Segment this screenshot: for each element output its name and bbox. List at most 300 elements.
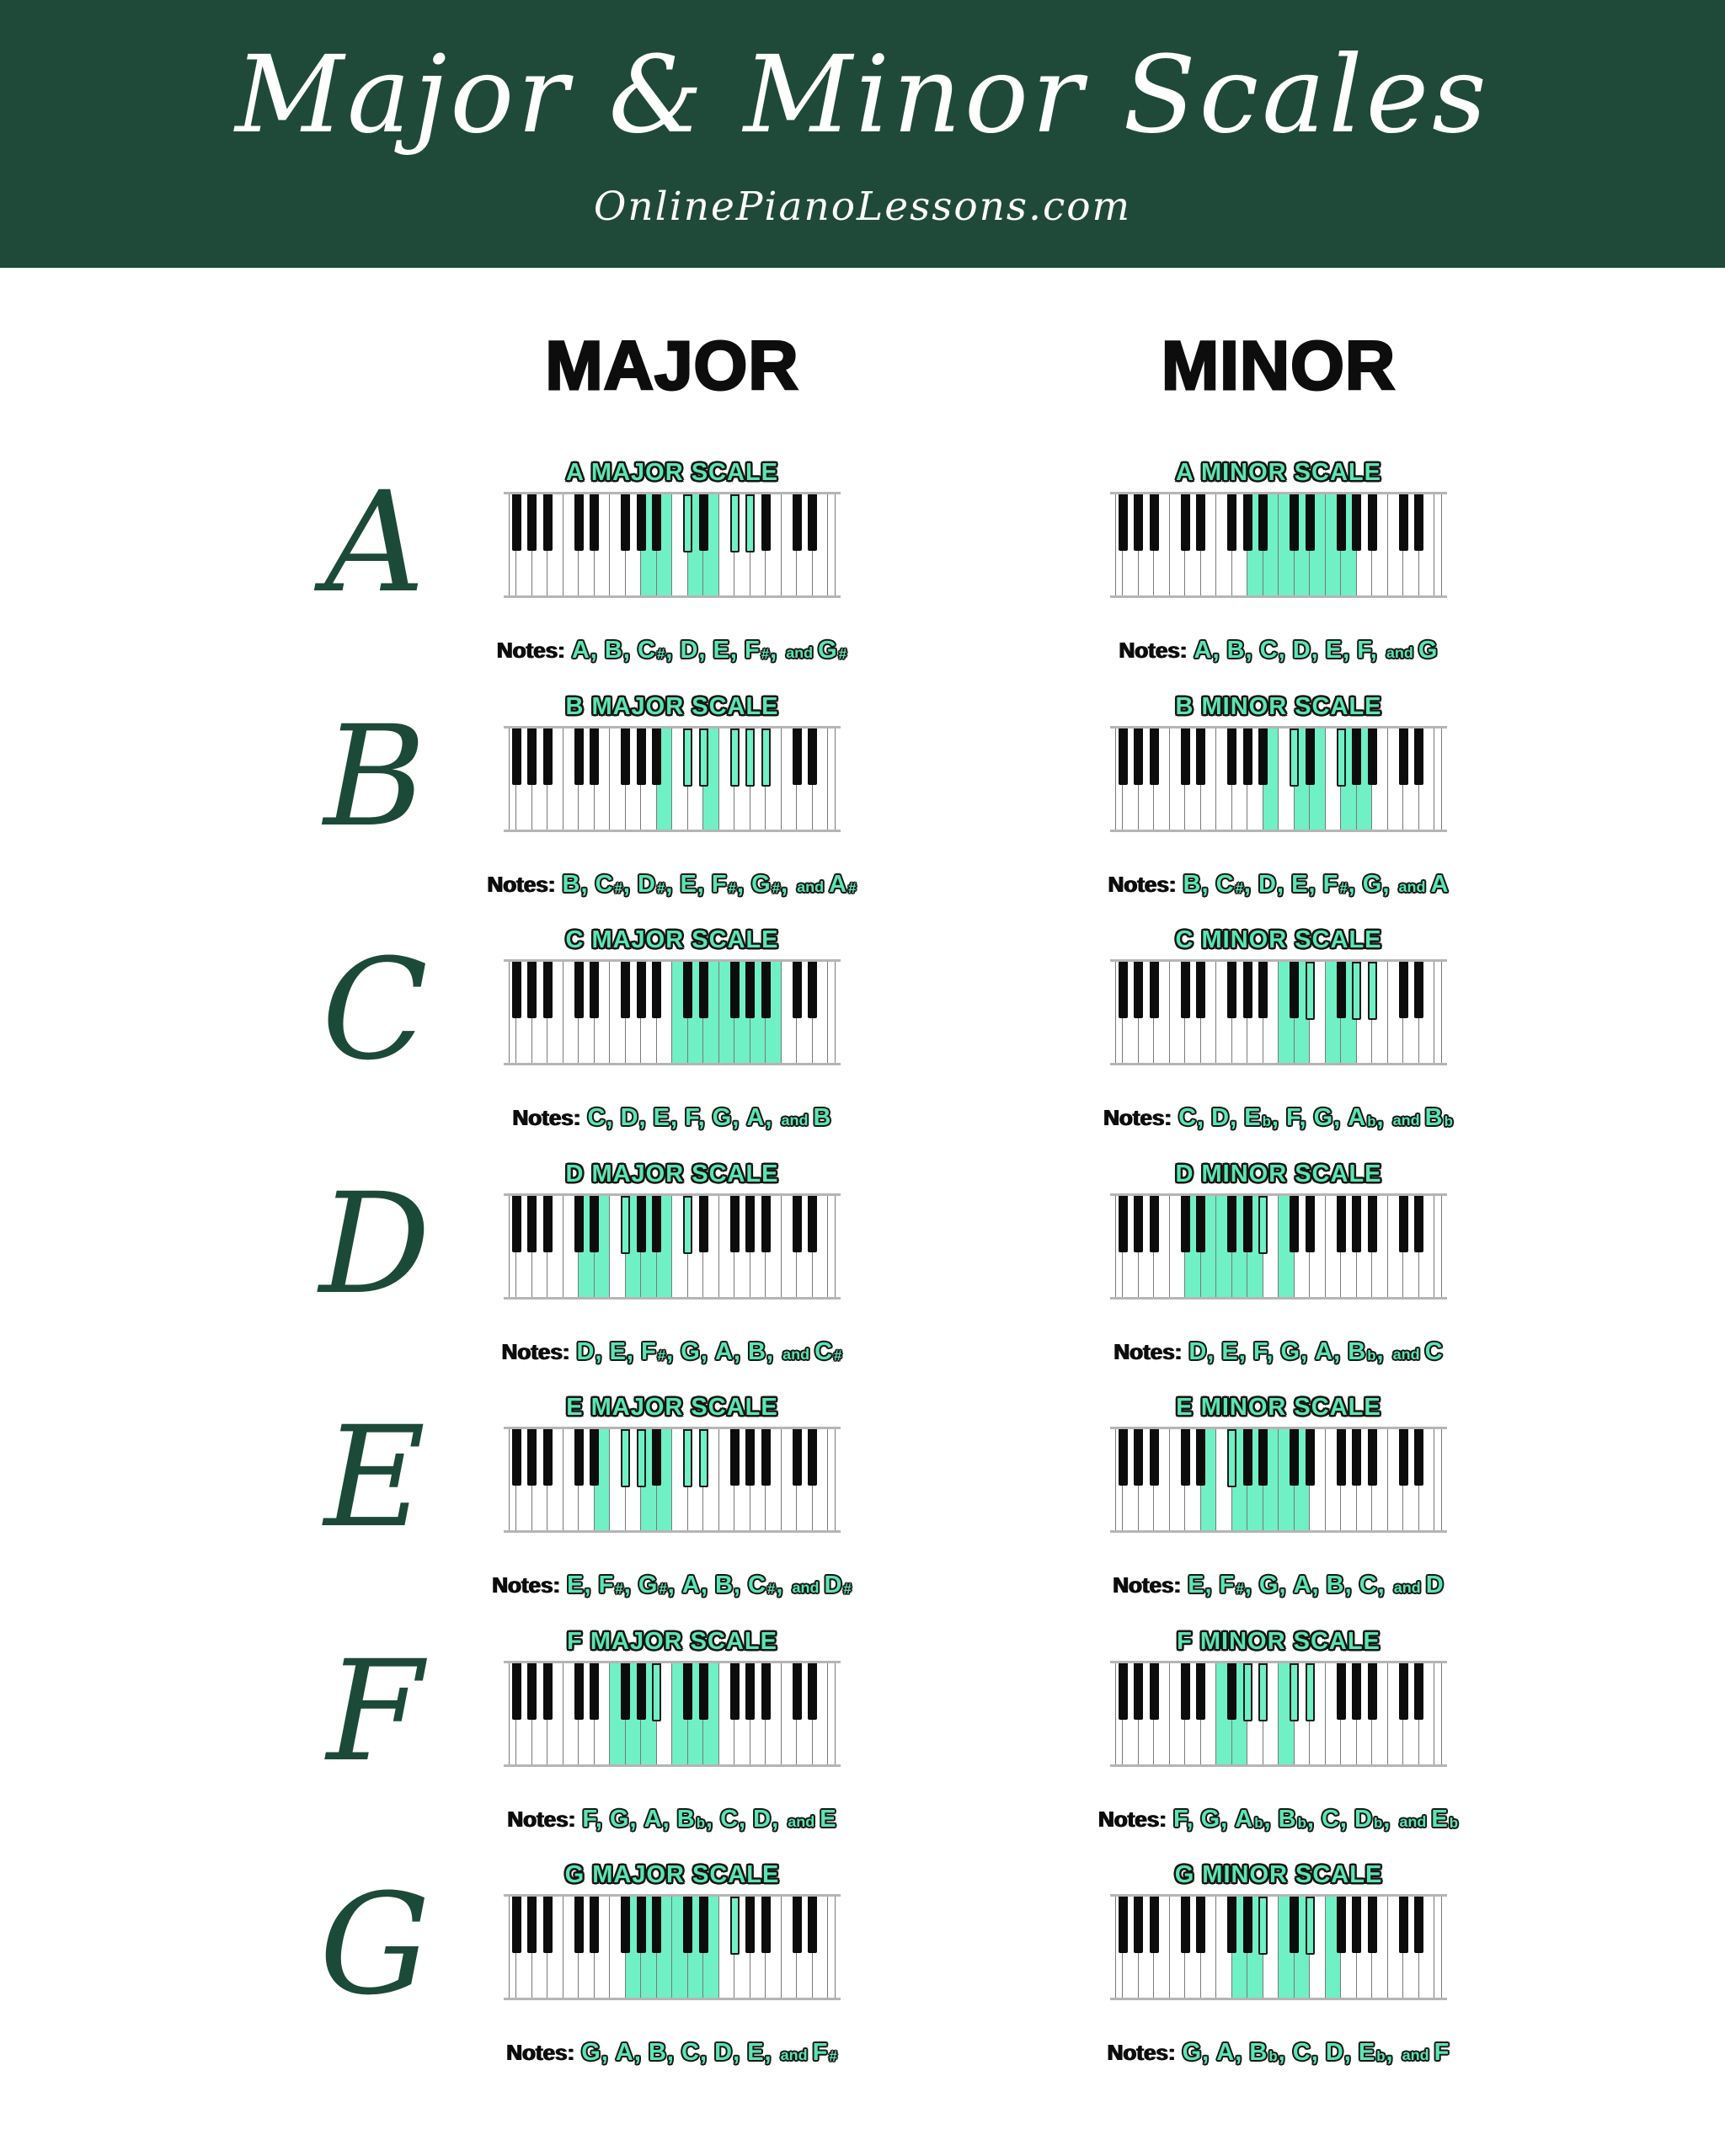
white-key xyxy=(1434,1196,1442,1297)
black-key xyxy=(1290,962,1299,1018)
notes-label: Notes: xyxy=(1107,2040,1176,2065)
black-key xyxy=(574,728,584,785)
black-key xyxy=(761,1897,771,1953)
black-key xyxy=(1368,1429,1377,1486)
black-key xyxy=(527,494,537,551)
black-key xyxy=(699,1663,708,1720)
black-key-highlighted xyxy=(1258,1663,1268,1721)
and-word: and xyxy=(786,644,814,661)
note-token: C, xyxy=(1178,1104,1205,1131)
black-key xyxy=(621,494,630,551)
black-key xyxy=(637,1897,646,1953)
sharp-symbol: # xyxy=(659,1581,668,1598)
major-scale-cell xyxy=(492,1393,852,1599)
black-key xyxy=(761,1196,771,1252)
black-key xyxy=(590,1196,599,1252)
black-key xyxy=(1258,728,1268,785)
note-token: G, xyxy=(1182,2039,1210,2066)
flat-symbol: b xyxy=(1367,1113,1377,1130)
note-token: A, xyxy=(1293,1572,1320,1598)
sharp-symbol: # xyxy=(615,1581,624,1598)
major-scale-cell xyxy=(504,1860,841,2067)
note-token: C#, xyxy=(595,870,631,898)
white-key xyxy=(828,1429,836,1530)
minor-scale-cell xyxy=(1103,926,1454,1132)
black-key xyxy=(1243,962,1252,1018)
black-key xyxy=(808,1663,817,1720)
black-key-highlighted xyxy=(683,728,692,787)
sharp-symbol: # xyxy=(656,646,666,663)
row-letter: G xyxy=(319,1864,430,2025)
black-key xyxy=(1258,962,1268,1018)
piano-keyboard xyxy=(504,1193,841,1299)
black-key xyxy=(1368,494,1377,551)
black-key xyxy=(621,962,630,1018)
note-token: A, xyxy=(1315,1337,1342,1365)
note-token: B, xyxy=(714,1572,741,1598)
piano-keyboard xyxy=(504,959,841,1065)
black-key xyxy=(1119,962,1128,1018)
note-token: A, xyxy=(714,1337,741,1365)
minor-scale-cell xyxy=(1110,1160,1447,1366)
note-token: C, xyxy=(1259,637,1286,664)
scale-title: C MINOR SCALE xyxy=(1175,926,1382,953)
note-token: F#, xyxy=(1322,870,1356,898)
and-word: and xyxy=(1392,1112,1420,1129)
keyboard-keys xyxy=(509,1429,836,1530)
black-key xyxy=(512,728,521,785)
black-key xyxy=(1196,1897,1205,1953)
note-token: C, xyxy=(587,1104,614,1131)
scale-row-e xyxy=(0,1393,1725,1627)
black-key xyxy=(808,728,817,785)
notes-label: Notes: xyxy=(501,1338,570,1364)
black-key xyxy=(512,1897,521,1953)
black-key-highlighted xyxy=(683,1429,692,1487)
black-key xyxy=(512,1663,521,1720)
note-token: B, xyxy=(1226,637,1253,664)
note-token: A, xyxy=(681,1572,708,1598)
notes-label: Notes: xyxy=(492,1572,561,1598)
notes-label: Notes: xyxy=(1114,1338,1183,1364)
black-key xyxy=(1134,1897,1143,1953)
black-key xyxy=(1243,1429,1252,1486)
black-key xyxy=(574,1663,584,1720)
black-key xyxy=(1119,1196,1128,1252)
notes-label: Notes: xyxy=(1098,1806,1167,1832)
column-header-minor: MINOR xyxy=(1161,328,1397,404)
black-key xyxy=(637,728,646,785)
white-key xyxy=(1434,728,1442,830)
black-key xyxy=(1119,1429,1128,1486)
note-token: F#, xyxy=(711,870,745,898)
black-key xyxy=(745,1429,755,1486)
black-key xyxy=(543,1196,553,1252)
note-token: G#, xyxy=(751,870,789,898)
major-scale-cell xyxy=(501,1160,843,1366)
piano-keyboard xyxy=(1110,1427,1447,1533)
note-token: B, xyxy=(1183,870,1210,898)
note-token: E, xyxy=(653,1104,679,1131)
page-title: Major & Minor Scales xyxy=(235,33,1490,157)
black-key-highlighted xyxy=(683,1196,692,1254)
black-key xyxy=(1258,1429,1268,1486)
black-key xyxy=(1196,1429,1205,1486)
black-key xyxy=(699,962,708,1018)
major-scale-cell xyxy=(496,458,848,664)
note-token: G, xyxy=(1280,1337,1309,1365)
note-token: G, xyxy=(1313,1104,1342,1131)
black-key xyxy=(808,1897,817,1953)
scale-row-b xyxy=(0,692,1725,926)
black-key xyxy=(683,1897,692,1953)
black-key xyxy=(761,1429,771,1486)
black-key xyxy=(1134,962,1143,1018)
flat-symbol: b xyxy=(1444,1113,1454,1130)
scale-title: A MAJOR SCALE xyxy=(566,459,778,486)
white-key xyxy=(828,962,836,1063)
piano-keyboard xyxy=(1110,726,1447,832)
note-token: C# xyxy=(814,1337,843,1365)
notes-line xyxy=(513,1104,832,1132)
keyboard-keys xyxy=(509,1663,836,1764)
note-token: D, xyxy=(1188,1337,1215,1365)
black-key xyxy=(793,1196,802,1252)
piano-keyboard xyxy=(504,492,841,598)
black-key xyxy=(512,494,521,551)
black-key xyxy=(1337,1897,1346,1953)
black-key xyxy=(1181,494,1190,551)
black-key-highlighted xyxy=(652,1663,661,1721)
note-token: F#, xyxy=(744,637,778,664)
black-key xyxy=(1243,728,1252,785)
and-word: and xyxy=(1386,644,1413,661)
keyboard-keys xyxy=(1115,494,1442,595)
black-key-highlighted xyxy=(730,1897,740,1955)
white-key xyxy=(1434,1429,1442,1530)
black-key xyxy=(1134,1196,1143,1252)
black-key xyxy=(574,962,584,1018)
black-key xyxy=(1227,962,1236,1018)
black-key-highlighted xyxy=(699,1429,708,1487)
note-token: G# xyxy=(818,637,848,664)
note-token: Eb xyxy=(1431,1805,1459,1833)
note-token: G, xyxy=(1258,1572,1287,1598)
black-key xyxy=(590,1897,599,1953)
black-key-highlighted xyxy=(761,728,771,787)
black-key xyxy=(1399,1429,1408,1486)
flat-symbol: b xyxy=(1367,1347,1377,1364)
notes-line xyxy=(502,1338,843,1366)
piano-keyboard xyxy=(1110,1894,1447,2000)
black-key xyxy=(1399,494,1408,551)
black-key-highlighted xyxy=(1306,962,1315,1020)
notes-label: Notes: xyxy=(487,871,556,897)
note-token: G, xyxy=(609,1805,638,1833)
white-key xyxy=(828,1897,836,1998)
keyboard-keys xyxy=(509,962,836,1063)
major-scale-cell xyxy=(487,692,857,899)
note-token: Eb, xyxy=(1244,1104,1279,1131)
note-token: E, xyxy=(1325,637,1351,664)
black-key xyxy=(527,962,537,1018)
black-key xyxy=(1399,962,1408,1018)
black-key-highlighted xyxy=(745,728,755,787)
sharp-symbol: # xyxy=(657,1347,667,1364)
black-key xyxy=(590,494,599,551)
black-key xyxy=(1134,1429,1143,1486)
black-key xyxy=(652,728,661,785)
note-token: G, xyxy=(1200,1805,1229,1833)
black-key xyxy=(745,1663,755,1720)
note-token: Bb, xyxy=(1278,1805,1315,1833)
notes-line xyxy=(497,637,847,664)
black-key xyxy=(637,962,646,1018)
and-word: and xyxy=(1398,878,1426,895)
black-key xyxy=(1150,1196,1159,1252)
black-key xyxy=(652,1429,661,1486)
note-token: D, xyxy=(1325,2039,1352,2066)
keyboard-keys xyxy=(509,1897,836,1998)
keyboard-keys xyxy=(1115,1429,1442,1530)
note-token: F# xyxy=(812,2039,838,2066)
black-key xyxy=(793,1663,802,1720)
scale-row-g xyxy=(0,1860,1725,2095)
scale-row-a xyxy=(0,458,1725,692)
scale-title: B MAJOR SCALE xyxy=(565,692,779,720)
black-key xyxy=(793,1429,802,1486)
black-key xyxy=(1181,1196,1190,1252)
black-key xyxy=(1181,962,1190,1018)
note-token: B xyxy=(813,1104,832,1131)
row-letter: C xyxy=(321,929,429,1091)
sharp-symbol: # xyxy=(1339,879,1348,896)
black-key xyxy=(1306,728,1315,785)
black-key xyxy=(793,728,802,785)
black-key xyxy=(543,1897,553,1953)
black-key-highlighted xyxy=(730,494,740,552)
black-key xyxy=(1227,728,1236,785)
note-token: A, xyxy=(571,637,598,664)
black-key xyxy=(730,1429,740,1486)
and-word: and xyxy=(1392,1345,1420,1363)
black-key xyxy=(637,494,646,551)
notes-label: Notes: xyxy=(507,1806,576,1832)
note-token: E xyxy=(820,1805,837,1833)
note-token: D, xyxy=(714,2039,741,2066)
black-key xyxy=(1414,1663,1423,1720)
note-token: D, xyxy=(1292,637,1319,664)
black-key xyxy=(1227,1663,1236,1720)
note-token: B, xyxy=(562,870,589,898)
black-key xyxy=(1337,1429,1346,1486)
black-key xyxy=(527,1663,537,1720)
major-scale-cell xyxy=(504,926,841,1132)
keyboard-keys xyxy=(1115,962,1442,1063)
row-letter: A xyxy=(324,462,425,623)
black-key xyxy=(1150,1429,1159,1486)
black-key-highlighted xyxy=(1258,1196,1268,1254)
note-token: D, xyxy=(576,1337,603,1365)
black-key xyxy=(1119,728,1128,785)
black-key-highlighted xyxy=(621,1429,630,1487)
black-key xyxy=(1337,1663,1346,1720)
black-key xyxy=(652,494,661,551)
note-token: A, xyxy=(644,1805,670,1833)
black-key xyxy=(1414,962,1423,1018)
note-token: Bb, xyxy=(1348,1337,1385,1365)
and-word: and xyxy=(1393,1579,1421,1596)
white-key xyxy=(1434,1897,1442,1998)
black-key xyxy=(1414,1196,1423,1252)
and-word: and xyxy=(792,1579,820,1596)
black-key xyxy=(1368,1897,1377,1953)
black-key-highlighted xyxy=(683,494,692,552)
black-key xyxy=(1414,1897,1423,1953)
note-token: C#, xyxy=(638,637,674,664)
note-token: Bb, xyxy=(1249,2039,1286,2066)
note-token: D, xyxy=(620,1104,647,1131)
major-scale-cell xyxy=(504,1627,841,1833)
black-key xyxy=(1150,962,1159,1018)
black-key xyxy=(1306,494,1315,551)
black-key xyxy=(730,1196,740,1252)
black-key xyxy=(1352,1663,1361,1720)
notes-line xyxy=(1108,871,1450,899)
note-token: F#, xyxy=(598,1572,632,1598)
white-key xyxy=(828,728,836,830)
note-token: E, xyxy=(1188,1572,1213,1598)
note-token: E, xyxy=(1291,870,1316,898)
black-key xyxy=(1399,1663,1408,1720)
black-key-highlighted xyxy=(637,1429,646,1487)
black-key-highlighted xyxy=(730,728,740,787)
note-token: A, xyxy=(746,1104,773,1131)
black-key xyxy=(1352,1196,1361,1252)
black-key xyxy=(1414,1429,1423,1486)
black-key xyxy=(590,728,599,785)
black-key xyxy=(527,1897,537,1953)
note-token: C, xyxy=(1359,1572,1386,1598)
black-key xyxy=(652,1897,661,1953)
black-key xyxy=(1227,1897,1236,1953)
black-key xyxy=(1290,1897,1299,1953)
black-key xyxy=(1399,1897,1408,1953)
black-key xyxy=(1337,494,1346,551)
note-token: Eb, xyxy=(1358,2039,1394,2066)
keyboard-keys xyxy=(1115,1196,1442,1297)
flat-symbol: b xyxy=(1374,1814,1384,1831)
note-token: D#, xyxy=(638,870,674,898)
sharp-symbol: # xyxy=(728,879,737,896)
scale-title: G MAJOR SCALE xyxy=(564,1861,780,1888)
and-word: and xyxy=(781,1112,809,1129)
black-key xyxy=(761,962,771,1018)
notes-line xyxy=(1119,637,1439,664)
black-key xyxy=(1196,1196,1205,1252)
keyboard-keys xyxy=(1115,1663,1442,1764)
black-key xyxy=(1352,494,1361,551)
black-key xyxy=(1243,1897,1252,1953)
note-token: F xyxy=(1434,2039,1450,2066)
black-key-highlighted xyxy=(621,1196,630,1254)
sharp-symbol: # xyxy=(843,1581,852,1598)
note-token: C#, xyxy=(1215,870,1252,898)
black-key xyxy=(621,1663,630,1720)
white-key xyxy=(828,1196,836,1297)
sharp-symbol: # xyxy=(761,646,771,663)
note-token: E, xyxy=(609,1337,635,1365)
note-token: Ab, xyxy=(1348,1104,1385,1131)
piano-keyboard xyxy=(1110,1661,1447,1767)
notes-line xyxy=(1113,1572,1444,1599)
black-key xyxy=(1181,1663,1190,1720)
note-token: D, xyxy=(1211,1104,1238,1131)
black-key xyxy=(1181,1897,1190,1953)
notes-label: Notes: xyxy=(1103,1105,1172,1130)
page-subtitle: OnlinePianoLessons.com xyxy=(593,184,1132,230)
black-key xyxy=(1368,728,1377,785)
notes-label: Notes: xyxy=(1119,638,1188,663)
note-token: F, xyxy=(582,1805,603,1833)
white-key xyxy=(1434,1663,1442,1764)
sharp-symbol: # xyxy=(1236,1581,1245,1598)
sharp-symbol: # xyxy=(829,2048,838,2065)
black-key xyxy=(1306,1196,1315,1252)
white-key xyxy=(1434,962,1442,1063)
note-token: D, xyxy=(753,1805,780,1833)
and-word: and xyxy=(1399,1812,1427,1830)
black-key xyxy=(1414,728,1423,785)
note-token: G#, xyxy=(638,1572,676,1598)
column-header-major: MAJOR xyxy=(545,328,799,404)
black-key xyxy=(761,1663,771,1720)
black-key xyxy=(1352,1897,1361,1953)
black-key xyxy=(793,962,802,1018)
piano-keyboard xyxy=(504,726,841,832)
black-key-highlighted xyxy=(1306,1897,1315,1955)
and-word: and xyxy=(788,1812,815,1830)
note-token: E, xyxy=(713,637,738,664)
black-key xyxy=(1337,962,1346,1018)
notes-line xyxy=(507,1806,836,1833)
black-key xyxy=(1119,494,1128,551)
notes-label: Notes: xyxy=(1108,871,1177,897)
black-key xyxy=(1290,494,1299,551)
sharp-symbol: # xyxy=(767,1581,777,1598)
flat-symbol: b xyxy=(1254,1814,1264,1831)
and-word: and xyxy=(1402,2047,1429,2063)
black-key xyxy=(1368,1663,1377,1720)
black-key xyxy=(621,728,630,785)
note-token: G, xyxy=(581,2039,609,2066)
black-key xyxy=(699,1897,708,1953)
black-key xyxy=(590,1429,599,1486)
black-key xyxy=(1352,728,1361,785)
note-token: B, xyxy=(604,637,631,664)
notes-line xyxy=(492,1572,852,1599)
black-key xyxy=(808,494,817,551)
notes-line xyxy=(506,2039,837,2067)
black-key xyxy=(621,1897,630,1953)
keyboard-keys xyxy=(509,494,836,595)
note-token: B, xyxy=(748,1337,775,1365)
black-key-highlighted xyxy=(745,494,755,552)
black-key xyxy=(1150,728,1159,785)
scale-title: F MAJOR SCALE xyxy=(567,1627,777,1655)
black-key xyxy=(574,1196,584,1252)
note-token: B, xyxy=(1326,1572,1353,1598)
